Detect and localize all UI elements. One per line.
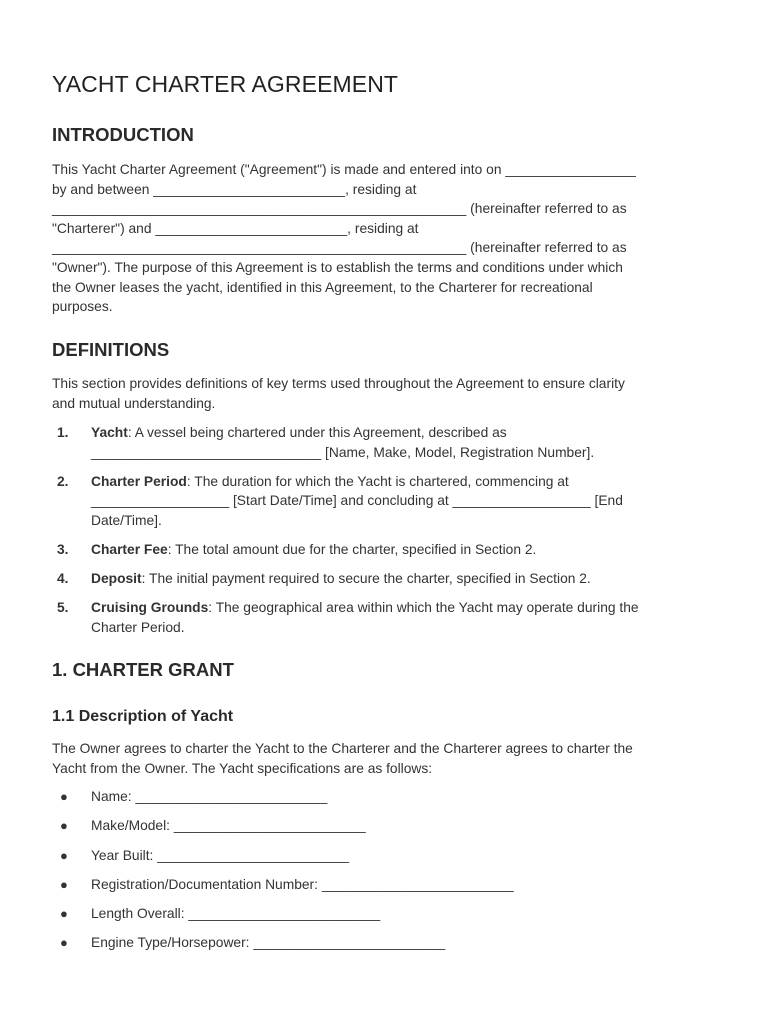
definition-term: Cruising Grounds [91, 600, 209, 616]
definition-number: 5. [57, 600, 69, 616]
definition-text: : The duration for which the Yacht is chartered, commencing at __________________ [Start Date/Time] and concluding at __________________ [End Date/Time]. [91, 473, 623, 528]
charter-grant-heading: 1. CHARTER GRANT [52, 659, 234, 680]
spec-text: Engine Type/Horsepower: _________________________ [91, 935, 446, 951]
definition-text: : The total amount due for the charter, specified in Section 2. [167, 541, 537, 557]
definition-term: Deposit [91, 571, 142, 587]
charter-grant-intro: The Owner agrees to charter the Yacht to the Charterer and the Charterer agrees to charter the Yacht from the Owner. The Yacht specifications are as follows: [52, 741, 633, 776]
spec-item-registration [52, 875, 720, 895]
definition-item [52, 540, 720, 560]
definition-text: : The initial payment required to secure the charter, specified in Section 2. [141, 571, 591, 587]
bullet-icon: ● [60, 789, 68, 804]
definition-term: Charter Fee [91, 541, 168, 557]
definition-number: 3. [57, 541, 69, 557]
bullet-icon: ● [60, 906, 68, 922]
definitions-intro: This section provides definitions of key terms used throughout the Agreement to ensure clarity and mutual understanding. [52, 376, 625, 411]
spec-text: Registration/Documentation Number: _________________________ [91, 876, 514, 892]
definition-number: 4. [57, 571, 69, 587]
definition-item [52, 598, 720, 637]
bullet-icon: ● [60, 847, 68, 863]
bullet-icon: ● [60, 876, 68, 892]
introduction-heading: INTRODUCTION [52, 124, 194, 145]
definitions-heading: DEFINITIONS [52, 339, 170, 360]
spec-text: Length Overall: _________________________ [91, 906, 381, 922]
definition-text: : A vessel being chartered under this Agreement, described as ______________________________ [Name, Make, Model, Registration Number]. [91, 425, 595, 460]
spec-item-make-model [52, 816, 720, 836]
definition-number: 1. [57, 425, 69, 440]
spec-text: Name: _________________________ [91, 789, 328, 804]
document-title: YACHT CHARTER AGREEMENT [52, 71, 399, 97]
definition-item [52, 423, 720, 462]
definition-item [52, 569, 720, 589]
definition-text: : The geographical area within which the Yacht may operate during the Charter Period. [91, 600, 639, 635]
definition-item [52, 472, 720, 531]
definitions-list [52, 423, 720, 647]
spec-item-name [52, 787, 720, 807]
bullet-icon: ● [60, 818, 68, 834]
description-of-yacht-subheading: 1.1 Description of Yacht [52, 708, 234, 725]
spec-item-length-overall [52, 904, 720, 924]
introduction-paragraph: This Yacht Charter Agreement ("Agreement") is made and entered into on _________________ by and between _________________________, residing at ______________________________________________________ (hereinafter referred to as "Charterer") and _________________________, residing at ______________________________________________________ (hereinafter referred to as "Owner"). The purpose of this Agreement is to establish the terms and conditions under which the Owner leases the yacht, identified in this Agreement, to the Charterer for recreational purposes. [52, 162, 636, 315]
spec-text: Year Built: _________________________ [91, 847, 350, 863]
bullet-icon: ● [60, 935, 68, 951]
definition-term: Charter Period [91, 473, 187, 489]
definition-term: Yacht [91, 425, 128, 440]
definition-number: 2. [57, 473, 69, 489]
yacht-specs-list [52, 787, 720, 963]
spec-item-year-built [52, 846, 720, 866]
spec-item-engine [52, 933, 720, 953]
spec-text: Make/Model: _________________________ [91, 818, 366, 834]
